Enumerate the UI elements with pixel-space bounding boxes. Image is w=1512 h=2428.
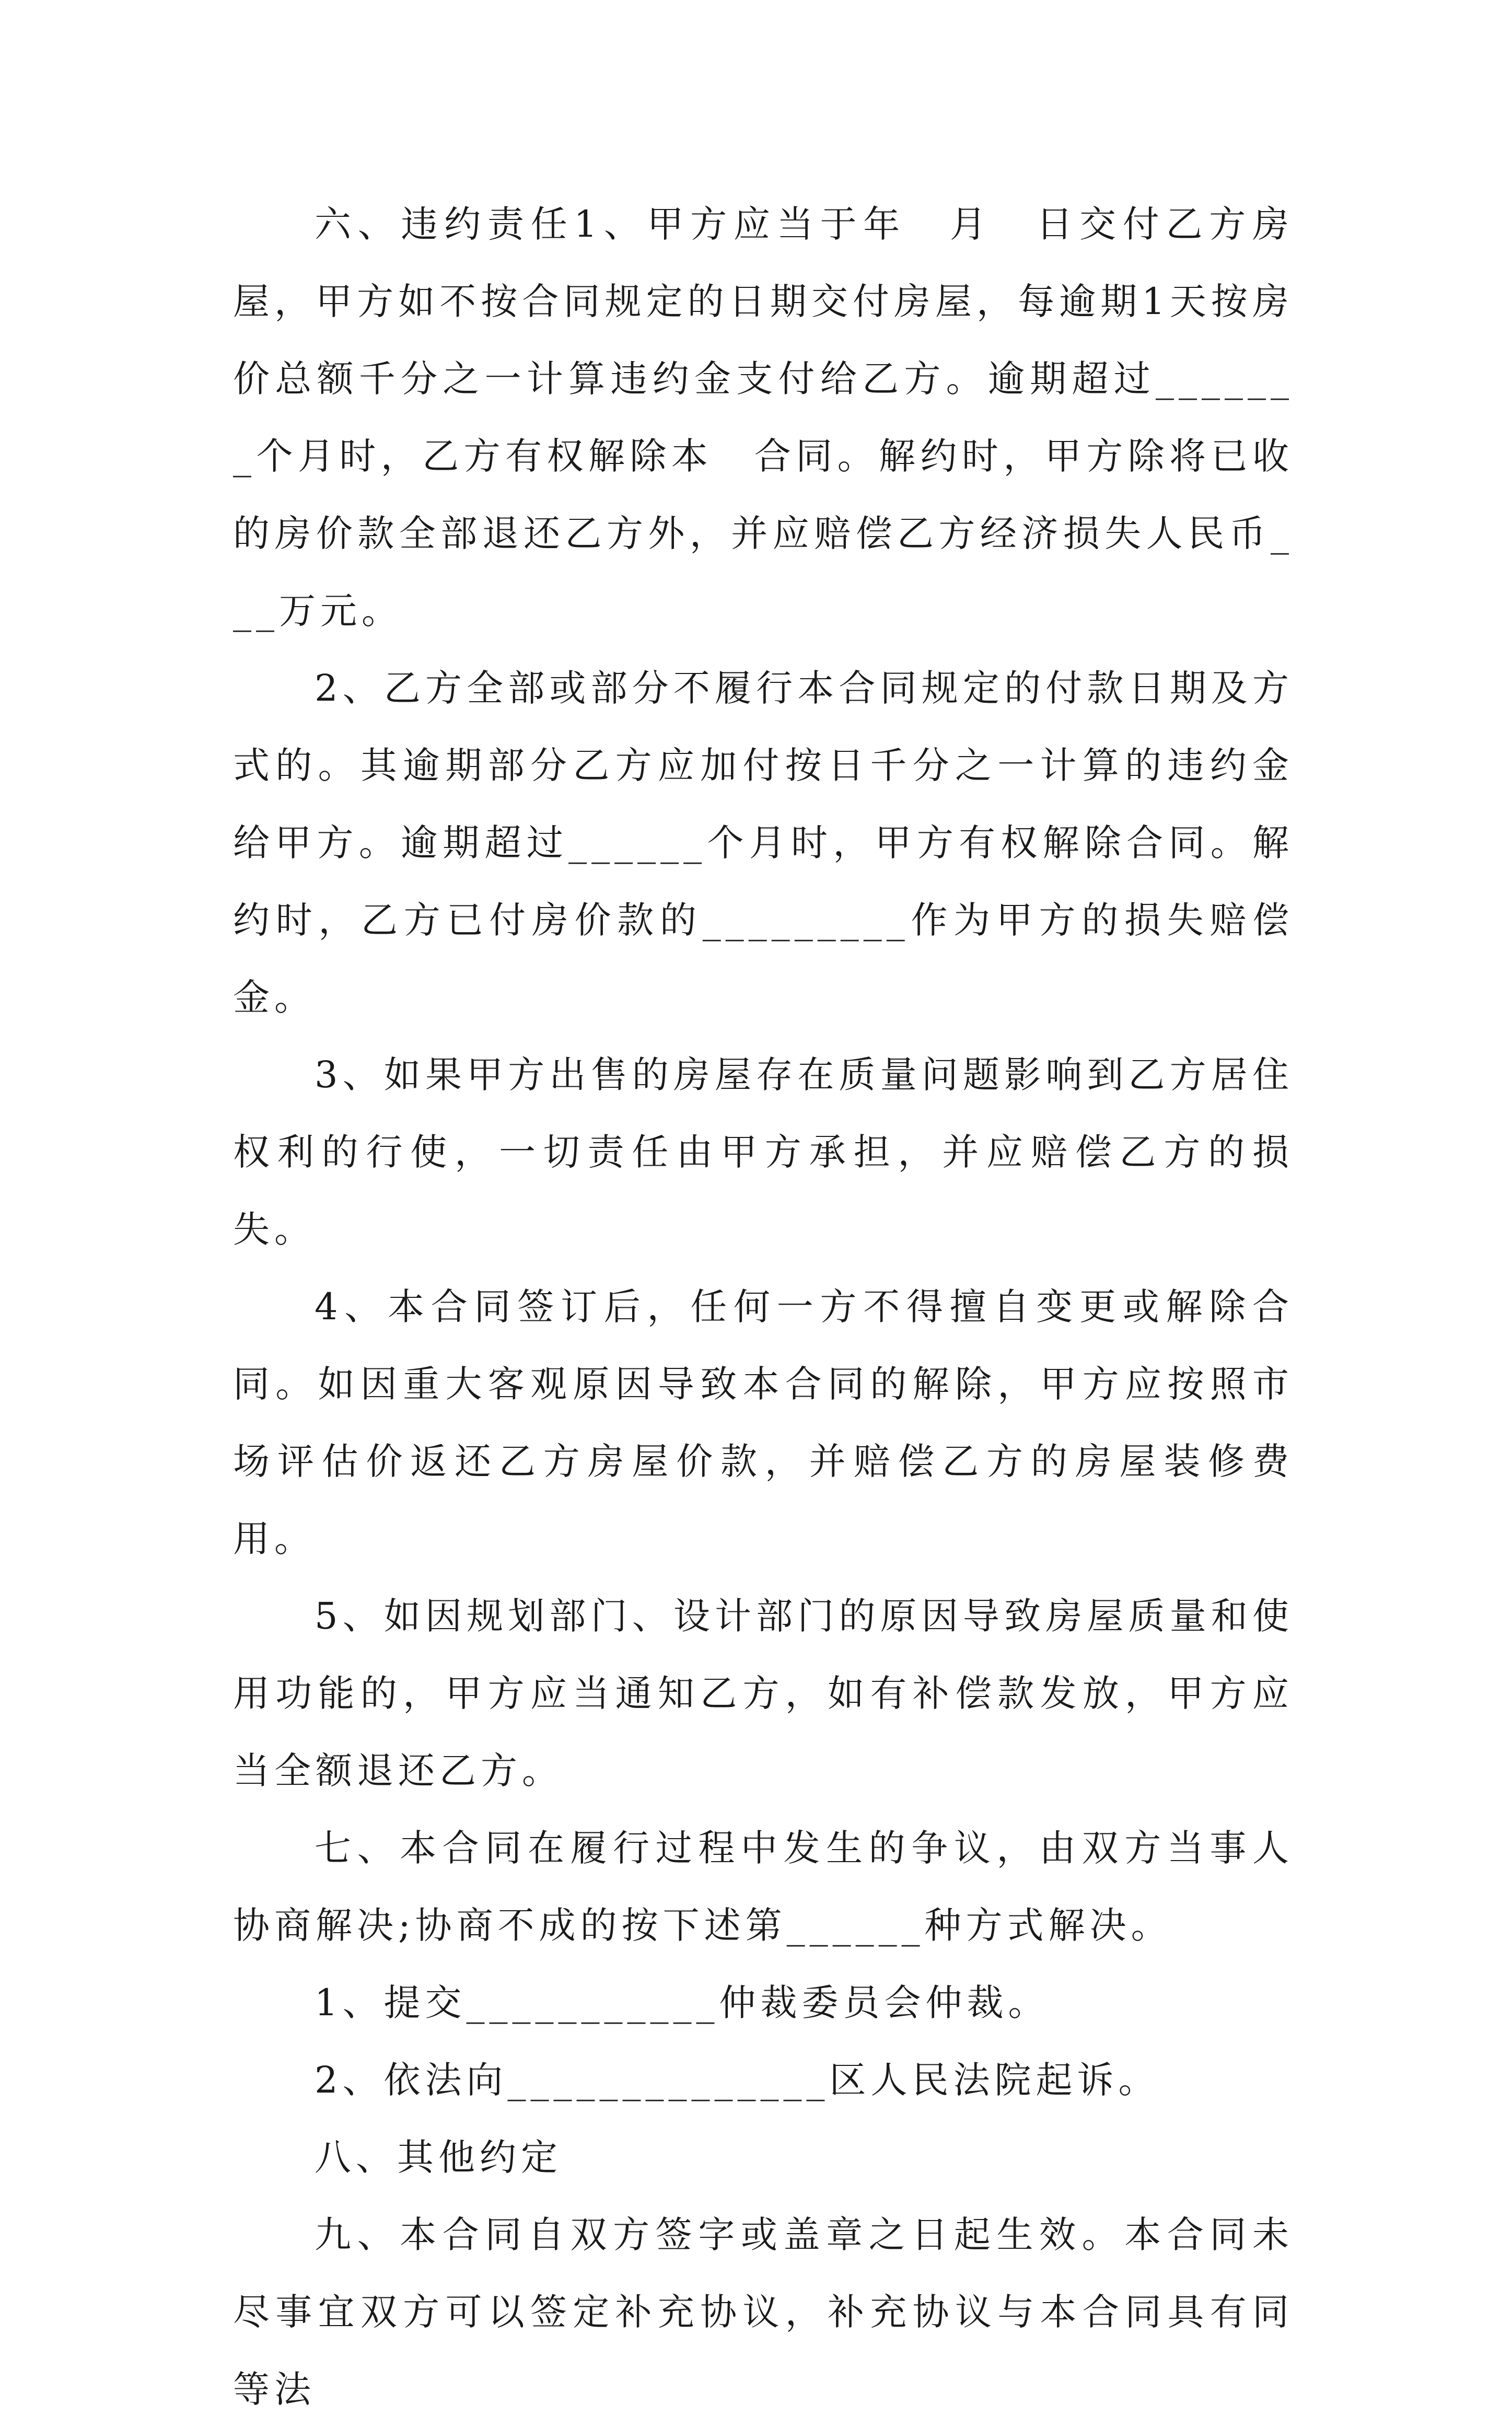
paragraph-clause-3: 3、如果甲方出售的房屋存在质量问题影响到乙方居住权利的行使，一切责任由甲方承担，并应赔偿乙方的损失。 <box>233 1053 1294 1251</box>
paragraph-clause-4: 4、本合同签订后，任何一方不得擅自变更或解除合同。如因重大客观原因导致本合同的解除，甲方应按照市场评估价返还乙方房屋价款，并赔偿乙方的房屋装修费用。 <box>233 1285 1294 1560</box>
paragraph-dispute-resolution: 七、本合同在履行过程中发生的争议，由双方当事人协商解决;协商不成的按下述第______种方式解决。 <box>233 1827 1294 1947</box>
paragraph-breach-liability: 六、违约责任1、甲方应当于年 月 日交付乙方房屋，甲方如不按合同规定的日期交付房屋，每逾期1天按房价总额千分之一计算违约金支付给乙方。逾期超过_______个月时，乙方有权解除本 合同。解约时，甲方除将已收的房价款全部退还乙方外，并应赔偿乙方经济损失人民币___万元。 <box>233 203 1294 632</box>
paragraph-other-terms: 八、其他约定 <box>315 2136 562 2179</box>
paragraph-clause-5: 5、如因规划部门、设计部门的原因导致房屋质量和使用功能的，甲方应当通知乙方，如有补偿款发放，甲方应当全额退还乙方。 <box>233 1595 1294 1792</box>
contract-body <box>233 185 1294 2428</box>
paragraph-arbitration-option: 1、提交___________仲裁委员会仲裁。 <box>315 1981 1050 2024</box>
paragraph-court-option: 2、依法向______________区人民法院起诉。 <box>315 2059 1160 2101</box>
paragraph-clause-2: 2、乙方全部或部分不履行本合同规定的付款日期及方式的。其逾期部分乙方应加付按日千分之一计算的违约金给甲方。逾期超过______个月时，甲方有权解除合同。解约时，乙方已付房价款的_________作为甲方的损失赔偿金。 <box>233 667 1294 1019</box>
paragraph-effectiveness: 九、本合同自双方签字或盖章之日起生效。本合同未尽事宜双方可以签定补充协议，补充协议与本合同具有同等法 <box>233 2213 1294 2411</box>
